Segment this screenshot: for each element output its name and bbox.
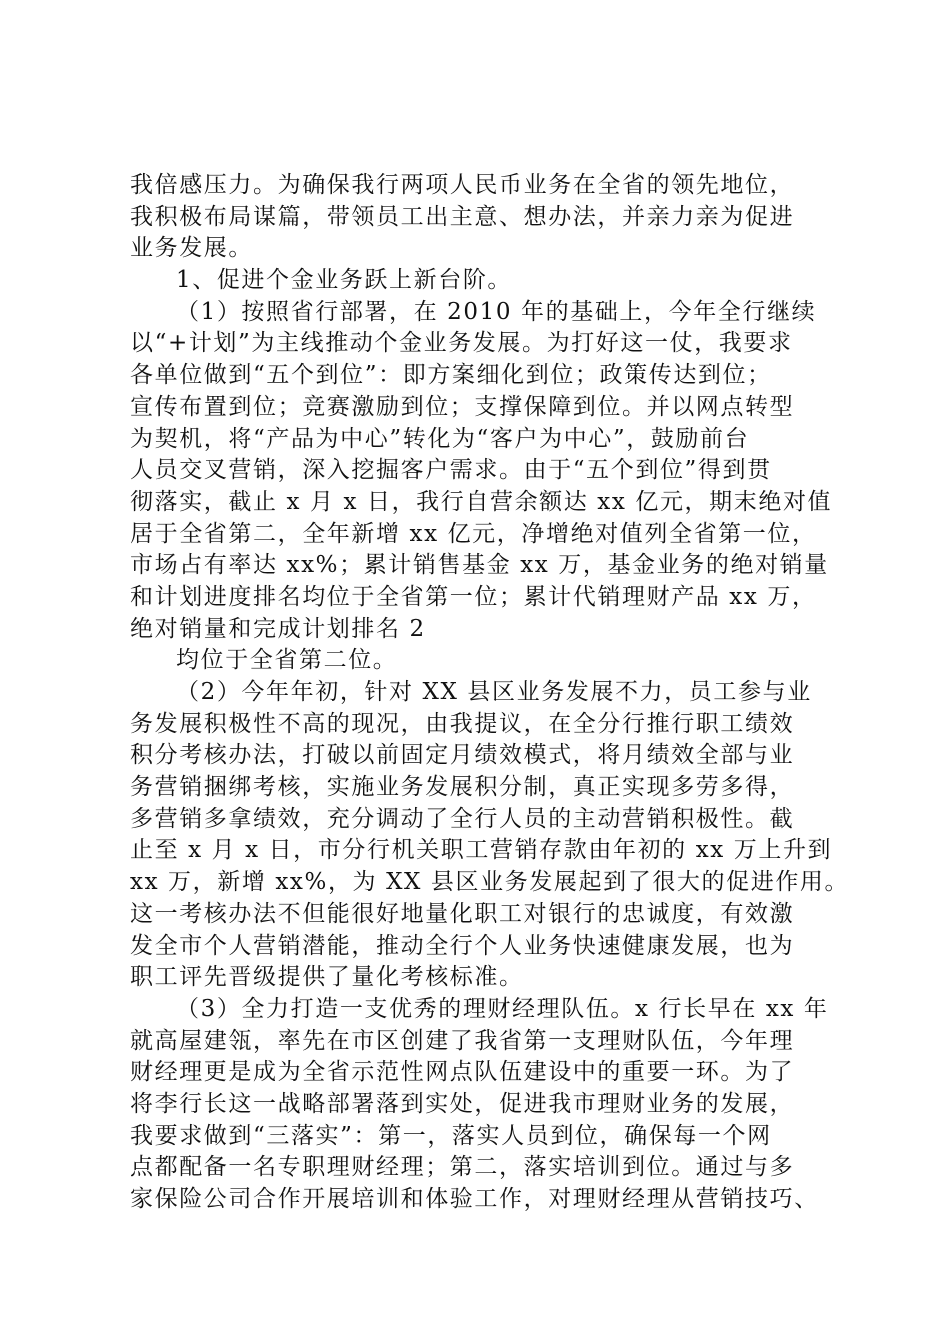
paragraph-start: （1）按照省行部署，在 2010 年的基础上，今年全行继续 <box>176 298 817 325</box>
paragraph-start: （2）今年年初，针对 XX 县区业务发展不力，员工参与业 <box>176 679 812 705</box>
text-line: 以“+计划”为主线推动个金业务发展。为打好这一仗，我要求 <box>130 330 793 357</box>
text-line: 市场占有率达 xx%；累计销售基金 xx 万，基金业务的绝对销量 <box>130 552 829 579</box>
text-line: 均位于全省第二位。 <box>176 647 398 674</box>
text-line: 家保险公司合作开展培训和体验工作，对理财经理从营销技巧、 <box>130 1186 819 1212</box>
text-line: 务发展积极性不高的现况，由我提议，在全分行推行职工绩效 <box>130 710 795 737</box>
text-line: 职工评先晋级提供了量化考核标准。 <box>130 964 524 991</box>
text-line: 止至 x 月 x 日，市分行机关职工营销存款由年初的 xx 万上升到 <box>130 837 833 864</box>
document-body <box>130 170 850 1216</box>
text-line: 积分考核办法，打破以前固定月绩效模式，将月绩效全部与业 <box>130 742 795 769</box>
text-line: 绝对销量和完成计划排名 2 <box>130 615 426 642</box>
text-line: 我积极布局谋篇，带领员工出主意、想办法，并亲力亲为促进 <box>130 203 795 230</box>
text-line: 发全市个人营销潜能，推动全行个人业务快速健康发展，也为 <box>130 932 795 959</box>
text-line: 彻落实，截止 x 月 x 日，我行自营余额达 xx 亿元，期末绝对值 <box>130 488 833 515</box>
text-line: 我要求做到“三落实”：第一，落实人员到位，确保每一个网 <box>130 1122 772 1149</box>
section-heading: 1、促进个金业务跃上新台阶。 <box>176 267 513 294</box>
text-line: 多营销多拿绩效，充分调动了全行人员的主动营销积极性。截 <box>130 805 795 832</box>
text-line: 将李行长这一战略部署落到实处，促进我市理财业务的发展， <box>130 1090 795 1117</box>
paragraph-start: （3）全力打造一支优秀的理财经理队伍。x 行长早在 xx 年 <box>176 995 829 1022</box>
text-line: 业务发展。 <box>130 235 253 262</box>
text-line: 我倍感压力。为确保我行两项人民币业务在全省的领先地位， <box>130 172 795 198</box>
text-line: 这一考核办法不但能很好地量化职工对银行的忠诚度，有效激 <box>130 900 795 927</box>
text-line: 居于全省第二，全年新增 xx 亿元，净增绝对值列全省第一位， <box>130 520 817 547</box>
text-line: 为契机，将“产品为中心”转化为“客户为中心”，鼓励前台 <box>130 425 750 452</box>
text-line: 财经理更是成为全省示范性网点队伍建设中的重要一环。为了 <box>130 1059 795 1086</box>
text-line: 宣传布置到位；竞赛激励到位；支撑保障到位。并以网点转型 <box>130 393 795 420</box>
text-line: 人员交叉营销，深入挖掘客户需求。由于“五个到位”得到贯 <box>130 457 772 484</box>
text-line: 各单位做到“五个到位”：即方案细化到位；政策传达到位； <box>130 362 772 389</box>
text-line: 点都配备一名专职理财经理；第二，落实培训到位。通过与多 <box>130 1154 795 1181</box>
text-line: 和计划进度排名均位于全省第一位；累计代销理财产品 xx 万， <box>130 583 817 610</box>
text-line: 务营销捆绑考核，实施业务发展积分制，真正实现多劳多得， <box>130 774 795 801</box>
text-line: 就高屋建瓴，率先在市区创建了我省第一支理财队伍，今年理 <box>130 1027 795 1054</box>
text-line: xx 万，新增 xx%，为 XX 县区业务发展起到了很大的促进作用。 <box>130 869 850 896</box>
